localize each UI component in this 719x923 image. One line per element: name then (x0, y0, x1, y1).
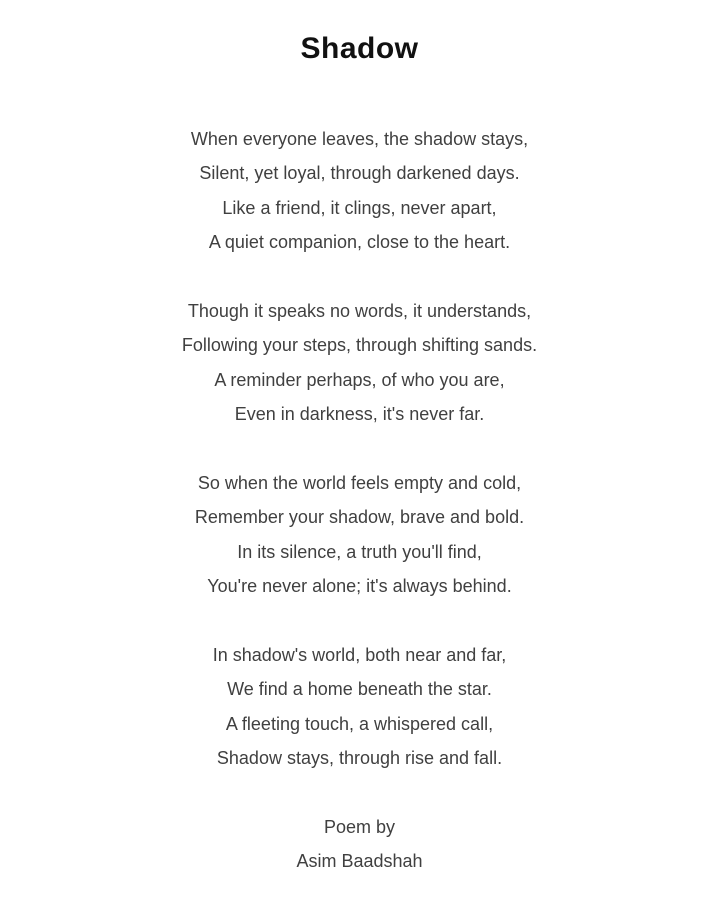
poem-title: Shadow (300, 32, 419, 65)
stanza-4 (0, 638, 719, 776)
poem-line: So when the world feels empty and cold, (197, 473, 522, 494)
stanza-3 (0, 466, 719, 604)
poem-line: Remember your shadow, brave and bold. (194, 507, 525, 528)
poem-line: A fleeting touch, a whispered call, (225, 713, 494, 734)
poem-line: We find a home beneath the star. (227, 679, 492, 700)
attribution (0, 810, 719, 879)
poem-line: Though it speaks no words, it understands, (187, 301, 532, 322)
poem-line: Following your steps, through shifting sands. (181, 335, 538, 356)
attribution-line: Poem by (323, 817, 396, 838)
poem-line: In shadow's world, both near and far, (212, 645, 507, 666)
poem-line: Silent, yet loyal, through darkened days. (199, 163, 520, 184)
poem-body (0, 122, 719, 879)
poem-line: In its silence, a truth you'll find, (237, 541, 482, 562)
stanza-1 (0, 122, 719, 260)
stanza-2 (0, 294, 719, 432)
poem-line: Like a friend, it clings, never apart, (222, 197, 497, 218)
poem-line: You're never alone; it's always behind. (207, 576, 512, 597)
poem-line: Shadow stays, through rise and fall. (216, 748, 503, 769)
poem-line: When everyone leaves, the shadow stays, (190, 129, 529, 149)
attribution-author: Asim Baadshah (296, 851, 423, 872)
poem-line: A reminder perhaps, of who you are, (214, 369, 505, 390)
poem-line: A quiet companion, close to the heart. (208, 232, 511, 253)
poem-line: Even in darkness, it's never far. (234, 404, 485, 425)
